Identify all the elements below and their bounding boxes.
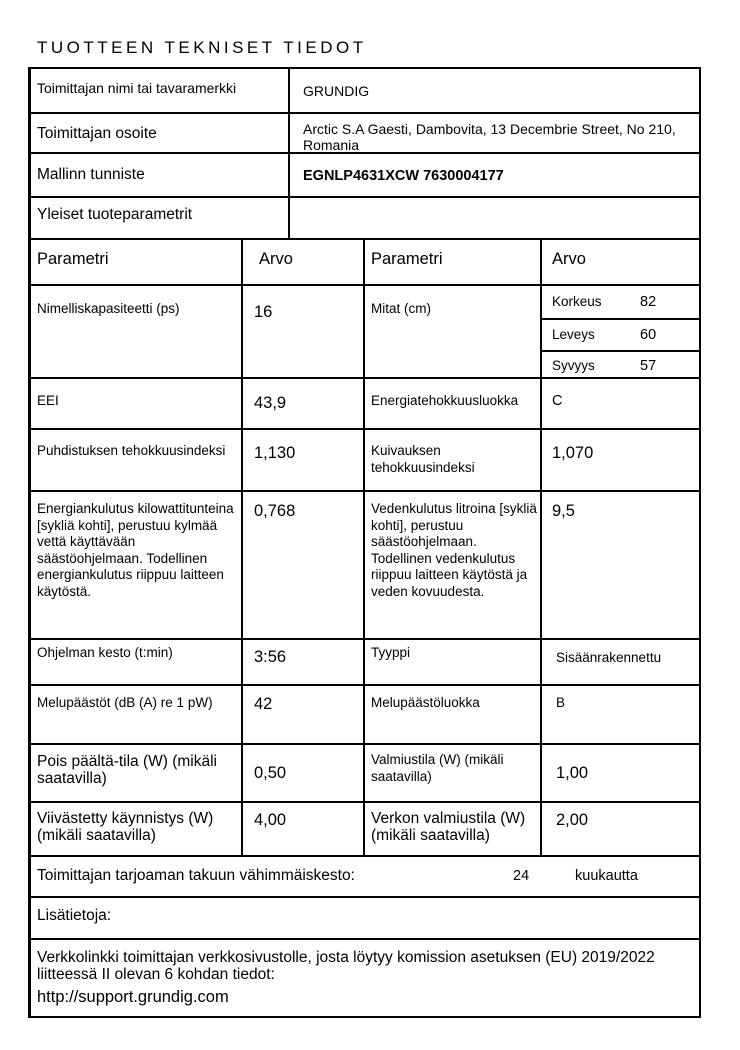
header-value-left: Arvo: [259, 250, 293, 268]
rule: [288, 68, 290, 239]
warranty-value: 24: [513, 868, 530, 884]
rule: [541, 350, 700, 352]
water-consumption-label: Vedenkulutus litroina [sykliä kohti], perustuu säästöohjelmaan. Todellinen vedenkulutus riippuu laitteen käytöstä ja veden kovuudesta.: [371, 501, 537, 599]
noise-value: 42: [254, 695, 273, 713]
standby-label: Valmiustila (W) (mikäli saatavilla): [371, 752, 504, 784]
type-value: Sisäänrakennettu: [556, 650, 662, 665]
width-value: 60: [640, 327, 657, 343]
model-label: Mallinn tunniste: [37, 166, 145, 183]
delayed-start-label: Viivästetty käynnistys (W) (mikäli saatavilla): [37, 810, 214, 844]
energy-consumption-value: 0,768: [254, 502, 296, 520]
network-standby-label: Verkon valmiustila (W) (mikäli saatavilla): [371, 810, 526, 844]
rule: [29, 938, 700, 940]
header-param-right: Parametri: [371, 250, 443, 268]
noise-class-value: B: [556, 695, 566, 710]
rule: [540, 238, 542, 857]
standby-value: 1,00: [556, 764, 589, 782]
model-value: EGNLP4631XCW 7630004177: [303, 168, 504, 184]
header-value-right: Arvo: [552, 250, 586, 268]
supplier-name-value: GRUNDIG: [303, 83, 370, 99]
drying-index-value: 1,070: [552, 444, 594, 462]
energy-class-label: Energiatehokkuusluokka: [371, 393, 519, 408]
rule: [541, 318, 700, 320]
capacity-label: Nimelliskapasiteetti (ps): [37, 301, 180, 316]
energy-consumption-label: Energiankulutus kilowattitunteina [sykliä kohti], perustuu kylmää vettä käyttävään säästöohjelmaan. Todellinen energiankulutus riippuu laitteen käytöstä.: [37, 501, 234, 599]
header-param-left: Parametri: [37, 250, 109, 268]
rule: [29, 112, 700, 114]
energy-class-value: C: [552, 393, 563, 409]
rule: [29, 196, 700, 198]
height-label: Korkeus: [552, 294, 602, 309]
warranty-label: Toimittajan tarjoaman takuun vähimmäiskesto:: [37, 867, 355, 884]
depth-value: 57: [640, 358, 657, 374]
supplier-address-value: Arctic S.A Gaesti, Dambovita, 13 Decembrie Street, No 210, Romania: [303, 121, 676, 153]
supplier-name-label: Toimittajan nimi tai tavaramerkki: [37, 80, 237, 96]
width-label: Leveys: [552, 327, 595, 342]
supplier-address-label: Toimittajan osoite: [37, 125, 157, 142]
height-value: 82: [640, 294, 657, 310]
rule: [363, 238, 365, 857]
drying-index-label: Kuivauksen tehokkuusindeksi: [371, 443, 475, 475]
noise-label: Melupäästöt (dB (A) re 1 pW): [37, 695, 213, 710]
rule: [29, 896, 700, 898]
program-duration-label: Ohjelman kesto (t:min): [37, 645, 173, 660]
delayed-start-value: 4,00: [254, 811, 287, 829]
off-mode-label: Pois päältä-tila (W) (mikäli saatavilla): [37, 753, 218, 787]
warranty-unit: kuukautta: [575, 868, 638, 884]
capacity-value: 16: [254, 303, 273, 321]
eei-label: EEI: [37, 393, 59, 408]
cleaning-index-value: 1,130: [254, 444, 296, 462]
support-url-link[interactable]: http://support.grundig.com: [37, 988, 229, 1006]
water-consumption-value: 9,5: [552, 502, 575, 520]
general-params-label: Yleiset tuoteparametrit: [37, 206, 193, 223]
depth-label: Syvyys: [552, 358, 595, 373]
network-standby-value: 2,00: [556, 811, 589, 829]
program-duration-value: 3:56: [254, 648, 287, 666]
rule: [241, 238, 243, 857]
additional-info-label: Lisätietoja:: [37, 907, 112, 924]
off-mode-value: 0,50: [254, 764, 287, 782]
type-label: Tyyppi: [371, 645, 411, 660]
cleaning-index-label: Puhdistuksen tehokkuusindeksi: [37, 443, 226, 458]
weblink-text: Verkkolinkki toimittajan verkkosivustolle, josta löytyy komission asetuksen (EU) 2019/2022 liitteessä II olevan 6 kohdan tiedot:: [37, 949, 655, 983]
page-title: TUOTTEEN TEKNISET TIEDOT: [37, 38, 367, 57]
noise-class-label: Melupäästöluokka: [371, 695, 480, 710]
dimensions-label: Mitat (cm): [371, 301, 431, 316]
eei-value: 43,9: [254, 394, 287, 412]
